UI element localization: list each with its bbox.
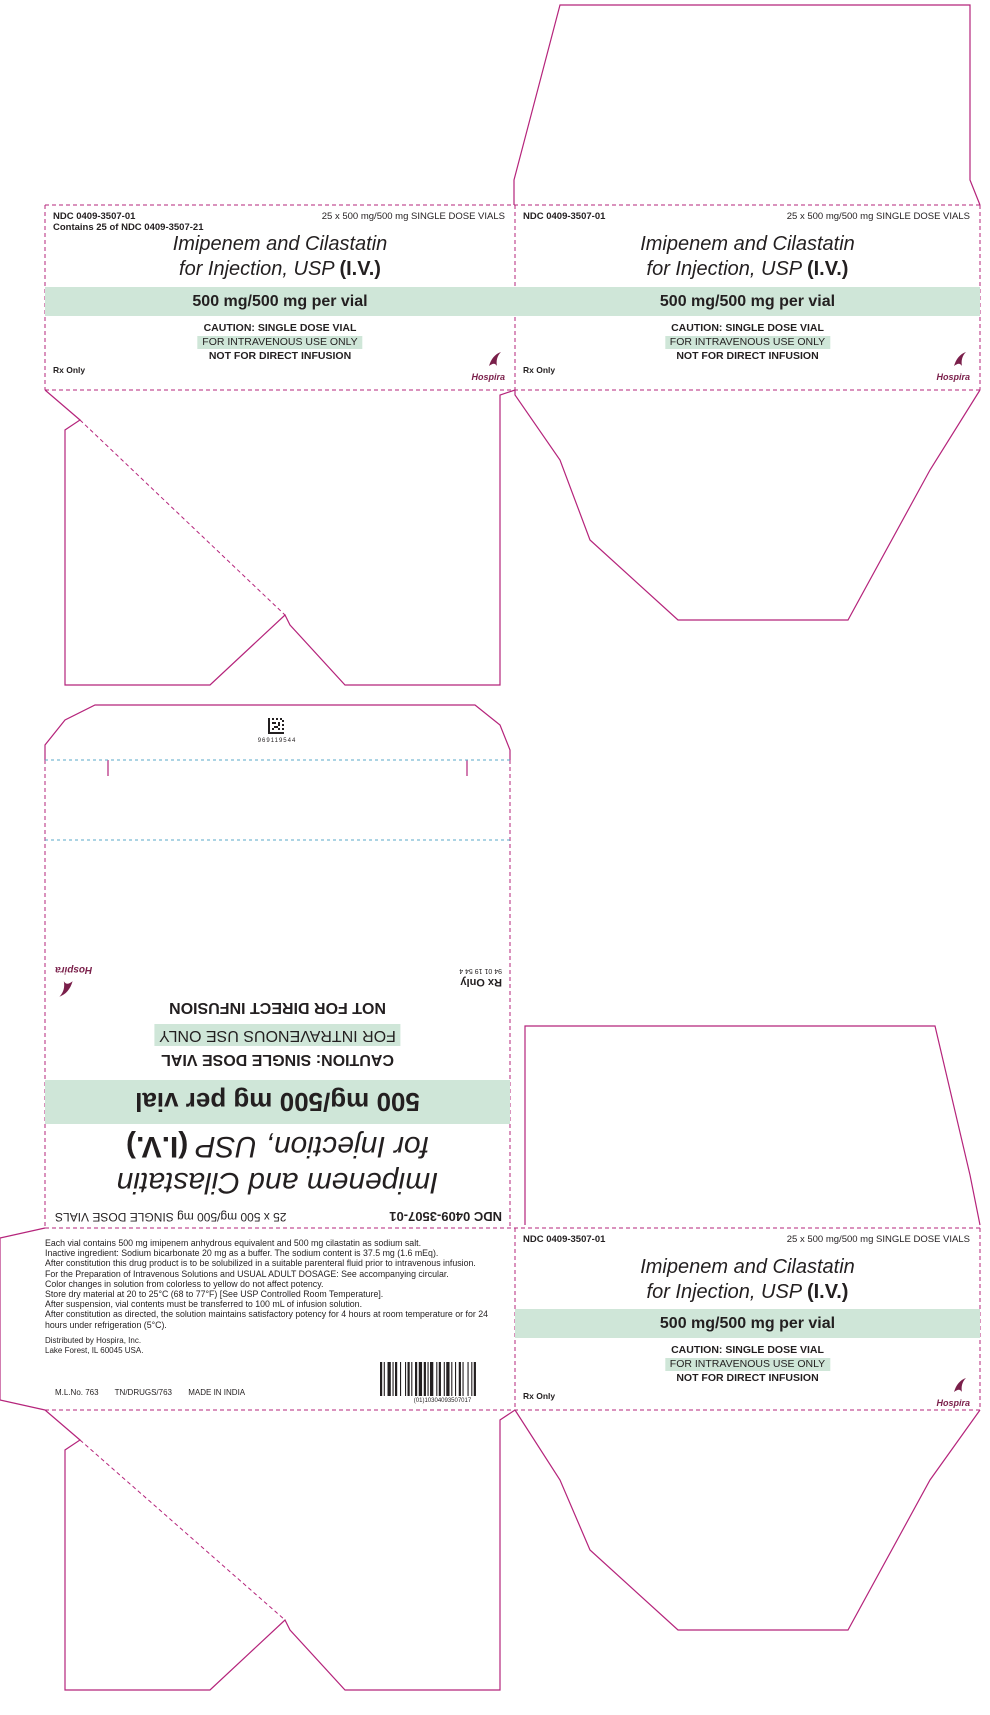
no-direct-infusion: NOT FOR DIRECT INFUSION (169, 999, 386, 1016)
route-text: FOR INTRAVENOUS USE ONLY (665, 336, 830, 349)
hospira-logo: Hospira (918, 1377, 970, 1411)
contains-text: Contains 25 of NDC 0409-3507-21 (53, 222, 204, 233)
hospira-leaf-icon (485, 351, 505, 367)
strength-band: 500 mg/500 mg per vial (515, 1309, 980, 1338)
caution-text: CAUTION: SINGLE DOSE VIAL (671, 322, 824, 334)
barcode-bar (400, 1362, 401, 1396)
vial-count: 25 x 500 mg/500 mg SINGLE DOSE VIALS (786, 1234, 970, 1245)
data-matrix-number: 969119544 (257, 738, 297, 744)
main-panel-rotated (45, 965, 510, 1228)
barcode-bar (424, 1362, 426, 1396)
hospira-leaf-icon (55, 980, 77, 998)
bottom-flap-left (45, 1410, 515, 1690)
data-matrix-code (268, 718, 284, 734)
barcode (380, 1362, 505, 1396)
barcode-bar (430, 1362, 433, 1396)
hospira-logo: Hospira (55, 962, 107, 998)
info-line: After constitution this drug product is to be solubilized in a suitable parenteral fluid prior to intravenous infusion. (45, 1258, 476, 1269)
barcode-bar (408, 1362, 410, 1396)
product-title: Imipenem and Cilastatin for Injection, USP (I.V.) (172, 233, 388, 280)
ndc-number: NDC 0409-3507-01 (53, 211, 136, 222)
top-closure-flap (514, 5, 980, 205)
hospira-logo: Hospira (918, 351, 970, 385)
caution-text: CAUTION: SINGLE DOSE VIAL (203, 322, 357, 334)
barcode-bar (415, 1362, 417, 1396)
barcode-bar (446, 1362, 449, 1396)
route-text: FOR INTRAVENOUS USE ONLY (154, 1024, 401, 1046)
rx-only: Rx Only (53, 365, 86, 375)
barcode-bar (459, 1362, 461, 1396)
no-direct-infusion: NOT FOR DIRECT INFUSION (676, 1372, 819, 1384)
no-direct-infusion: NOT FOR DIRECT INFUSION (676, 350, 819, 362)
info-line: Store dry material at 20 to 25°C (68 to 77°F) [See USP Controlled Room Temperature]. (45, 1289, 384, 1300)
rx-only: Rx Only (523, 365, 556, 375)
strength-band: 500 mg/500 mg per vial (45, 287, 515, 316)
strength-band: 500 mg/500 mg per vial (515, 287, 980, 316)
barcode-bar (405, 1362, 406, 1396)
ndc-number: NDC 0409-3507-01 (523, 1234, 606, 1245)
glue-tab (0, 1228, 45, 1410)
info-line: Color changes in solution from colorless to yellow do not affect potency. (45, 1278, 324, 1289)
barcode-bar (463, 1362, 464, 1396)
caution-text: CAUTION: SINGLE DOSE VIAL (161, 1051, 394, 1068)
barcode-bar (388, 1362, 391, 1396)
dust-flap-bottom-right (525, 1026, 980, 1225)
barcode-bar (471, 1362, 472, 1396)
route-text: FOR INTRAVENOUS USE ONLY (665, 1358, 830, 1371)
vial-count: 25 x 500 mg/500 mg SINGLE DOSE VIALS (55, 1210, 287, 1224)
barcode-bar (474, 1362, 476, 1396)
hospira-logo: Hospira (453, 351, 505, 385)
barcode-bar (393, 1362, 394, 1396)
barcode-number: (01)10304093507017 (413, 1398, 472, 1404)
barcode-bar (419, 1362, 422, 1396)
product-title: Imipenem and Cilastatin for Injection, USP (I.V.) (640, 1256, 855, 1303)
info-line: Each vial contains 500 mg imipenem anhydrous equivalent and 500 mg cilastatin as sodium salt. (45, 1238, 422, 1248)
barcode-bar (384, 1362, 385, 1396)
front-panel-3 (515, 1229, 980, 1410)
info-line: For the Preparation of Intravenous Solutions and USUAL ADULT DOSAGE: See accompanying circular. (45, 1268, 449, 1279)
lot-code: 94 01 19 54 4 (459, 967, 502, 974)
barcode-bar (451, 1362, 452, 1396)
vial-count: 25 x 500 mg/500 mg SINGLE DOSE VIALS (321, 211, 505, 222)
distributor: Distributed by Hospira, Inc. Lake Forest, IL 60045 USA. (45, 1335, 144, 1355)
hospira-leaf-icon (950, 1377, 970, 1393)
ndc-number: NDC 0409-3507-01 (523, 211, 606, 222)
info-line: After constitution as directed, the solution maintains satisfactory potency for 4 hours at room temperature or for 24 hours under refrigeration (5°C). (45, 1309, 488, 1330)
hospira-leaf-icon (950, 351, 970, 367)
bottom-flap-right (515, 1410, 980, 1630)
barcode-bar (411, 1362, 412, 1396)
vial-count: 25 x 500 mg/500 mg SINGLE DOSE VIALS (786, 211, 970, 222)
dust-flap-top-left (45, 390, 515, 685)
barcode-bar (468, 1362, 469, 1396)
no-direct-infusion: NOT FOR DIRECT INFUSION (208, 350, 352, 362)
license-info: M.L.No. 763 TN/DRUGS/763 MADE IN INDIA (55, 1388, 246, 1397)
info-line: After suspension, vial contents must be transferred to 100 mL of infusion solution. (45, 1299, 363, 1310)
rx-only: Rx Only (460, 976, 502, 988)
route-text: FOR INTRAVENOUS USE ONLY (197, 336, 362, 349)
barcode-bar (436, 1362, 437, 1396)
product-title: Imipenem and Cilastatin for Injection, USP (I.V.) (640, 233, 855, 280)
strength-band: 500 mg/500 mg per vial (45, 1080, 510, 1124)
ndc-number: NDC 0409-3507-01 (389, 1209, 502, 1224)
rx-only: Rx Only (523, 1391, 556, 1401)
barcode-bar (444, 1362, 445, 1396)
barcode-bar (455, 1362, 456, 1396)
product-title: Imipenem and Cilastatin for Injection, USP (I.V.) (116, 1130, 439, 1199)
barcode-bar (428, 1362, 429, 1396)
barcode-bar (380, 1362, 382, 1396)
front-panel-1 (45, 206, 515, 389)
barcode-bar (395, 1362, 397, 1396)
front-panel-2 (515, 206, 980, 389)
dust-flap-top-right (515, 390, 980, 620)
barcode-bar (439, 1362, 441, 1396)
caution-text: CAUTION: SINGLE DOSE VIAL (671, 1344, 824, 1356)
info-line: Inactive ingredient: Sodium bicarbonate 20 mg as a buffer. The sodium content is 37.5 mg (1.6 mEq). (45, 1248, 439, 1259)
